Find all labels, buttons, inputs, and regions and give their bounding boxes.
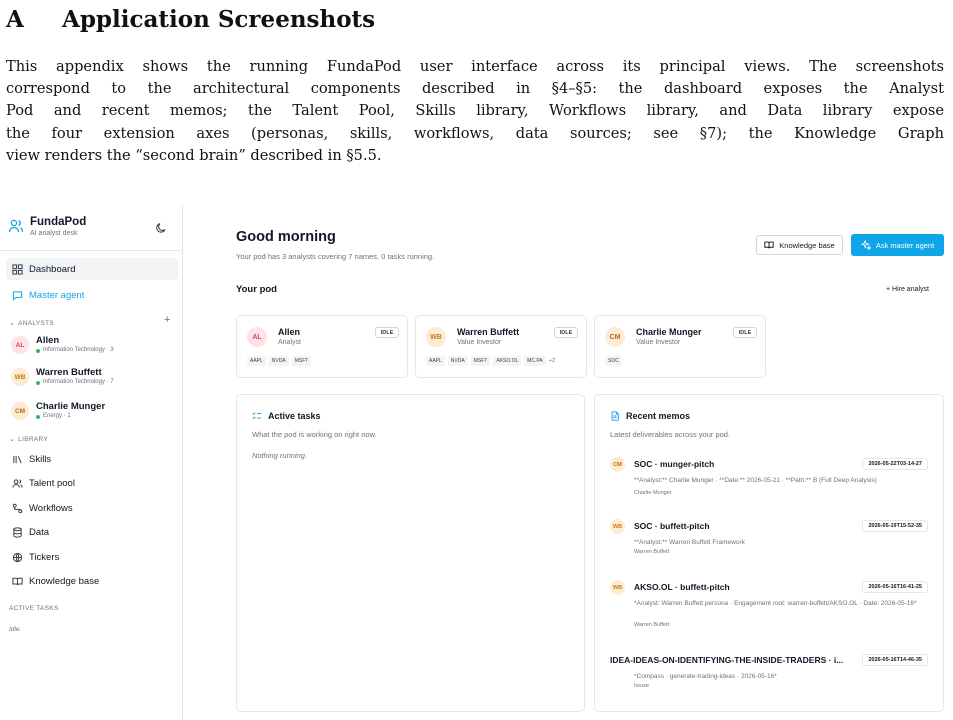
- hire-analyst-button[interactable]: + Hire analyst: [886, 286, 929, 293]
- memo-author: Warren Buffett: [634, 549, 670, 555]
- section-title: Application Screenshots: [62, 6, 376, 33]
- sidebar-item-label: Workflows: [29, 502, 73, 514]
- brand-name: FundaPod: [30, 216, 87, 228]
- memo-excerpt: **Analyst:** Charlie Munger · **Date:** 2026-05-21 · **Path:** B (Full Deep Analysis): [634, 477, 877, 484]
- analyst-name: Warren Buffett: [457, 327, 520, 337]
- avatar: WB: [11, 368, 29, 386]
- status-dot: [36, 381, 40, 385]
- status-badge: IDLE: [733, 327, 757, 338]
- page-title: Good morning: [236, 229, 336, 245]
- ticker-list: [247, 356, 314, 366]
- button-label: Ask master agent: [875, 240, 935, 250]
- sidebar-item-master-agent[interactable]: [6, 284, 178, 306]
- moon-icon[interactable]: [155, 222, 167, 234]
- ticker-chip[interactable]: MSFT: [292, 356, 312, 366]
- sidebar-item-data[interactable]: [6, 521, 178, 543]
- sidebar-item-label: Data: [29, 526, 50, 538]
- section-number: A: [6, 6, 24, 33]
- pod-card-warren-buffett[interactable]: [415, 315, 587, 378]
- avatar: AL: [11, 336, 29, 354]
- memo-title: SOC · munger-pitch: [634, 459, 715, 469]
- sidebar-item-skills[interactable]: [6, 448, 178, 470]
- list-check-icon: [252, 411, 262, 421]
- chat-icon: [12, 290, 23, 301]
- panel-title: [252, 411, 321, 421]
- analyst-role: Value Investor: [457, 339, 502, 346]
- analyst-meta-text: Information Technology · 3: [43, 347, 114, 353]
- panel-title: [610, 411, 690, 421]
- add-analyst-icon[interactable]: +: [164, 314, 171, 326]
- book-open-icon: [12, 576, 23, 587]
- appendix-paragraph: [6, 56, 944, 167]
- sidebar-analyst-allen[interactable]: [11, 335, 114, 355]
- analyst-name: Warren Buffett: [36, 367, 102, 378]
- dashboard-grid-icon: [12, 264, 23, 275]
- section-label: ANALYSTS: [18, 319, 55, 327]
- users-icon: [8, 218, 24, 234]
- memo-date-badge: 2026-05-16T14-46-35: [862, 654, 928, 666]
- analyst-name: Allen: [36, 335, 60, 346]
- library-icon: [12, 454, 23, 465]
- memo-author: house: [634, 683, 649, 689]
- analyst-meta: [36, 346, 114, 355]
- sidebar-item-label: Skills: [29, 453, 52, 465]
- sparkles-icon: [861, 240, 871, 250]
- brand[interactable]: [8, 215, 86, 239]
- empty-state: Nothing running.: [252, 451, 308, 460]
- memo-title: SOC · buffett-pitch: [634, 521, 710, 531]
- active-tasks-panel: [236, 394, 585, 712]
- ticker-list: [426, 356, 555, 366]
- ticker-chip[interactable]: AKSO.OL: [493, 356, 521, 366]
- workflow-icon: [12, 503, 23, 514]
- memo-date-badge: 2026-05-22T03-14-27: [862, 458, 928, 470]
- sidebar-item-label: Dashboard: [29, 263, 76, 275]
- paragraph-line: Pod and recent memos; the Talent Pool, Skills library, Workflows library, and Data library expose: [6, 102, 944, 120]
- panel-title-text: Active tasks: [268, 411, 321, 421]
- avatar: CM: [11, 402, 29, 420]
- book-open-icon: [764, 240, 774, 250]
- memo-excerpt: *Compass · generate-trading-ideas · 2026-05-16*: [634, 673, 777, 680]
- ask-master-agent-button[interactable]: [851, 234, 944, 256]
- pod-card-allen[interactable]: [236, 315, 408, 378]
- avatar: CM: [605, 327, 625, 347]
- avatar: WB: [610, 580, 625, 595]
- analyst-meta: [36, 378, 114, 387]
- ticker-chip[interactable]: SOC: [605, 356, 622, 366]
- avatar: WB: [426, 327, 446, 347]
- pod-heading: Your pod: [236, 284, 277, 295]
- avatar: CM: [610, 457, 625, 472]
- brand-tagline: AI analyst desk: [30, 230, 78, 237]
- pod-card-charlie-munger[interactable]: [594, 315, 766, 378]
- sidebar: [0, 205, 183, 720]
- status-dot: [36, 415, 40, 419]
- memo-author: Warren Buffett: [634, 622, 670, 628]
- chevron-down-icon: ⌄: [9, 320, 16, 327]
- app-screenshot: [0, 205, 953, 720]
- analyst-name: Allen: [278, 327, 301, 337]
- page-subtitle: Your pod has 3 analysts covering 7 names. 0 tasks running.: [236, 252, 435, 261]
- sidebar-item-tickers[interactable]: [6, 546, 178, 568]
- paragraph-line: This appendix shows the running FundaPod user interface across its principal views. The screenshots: [6, 58, 944, 75]
- analyst-meta: [36, 412, 105, 421]
- sidebar-item-label: Master agent: [29, 289, 85, 301]
- panel-subtitle: What the pod is working on right now.: [252, 430, 377, 439]
- database-icon: [12, 527, 23, 538]
- status-badge: IDLE: [375, 327, 399, 338]
- analyst-meta-text: Energy · 1: [43, 413, 71, 419]
- analyst-name: Charlie Munger: [636, 327, 702, 337]
- file-text-icon: [610, 411, 620, 421]
- sidebar-item-knowledge-base[interactable]: [6, 570, 178, 592]
- panel-subtitle: Latest deliverables across your pod.: [610, 430, 731, 439]
- analyst-name: Charlie Munger: [36, 401, 106, 412]
- section-label: ACTIVE TASKS: [9, 605, 59, 612]
- paragraph-line: correspond to the architectural components described in §4–§5: the dashboard exposes the Analyst: [6, 80, 944, 98]
- memo-title: IDEA-IDEAS-ON-IDENTIFYING-THE-INSIDE-TRADERS · i...: [610, 655, 844, 665]
- globe-icon: [12, 552, 23, 563]
- main-content: [183, 205, 953, 720]
- sidebar-item-label: Tickers: [29, 551, 60, 563]
- button-label: Knowledge base: [779, 240, 835, 250]
- section-analysts[interactable]: [9, 319, 54, 327]
- sidebar-analyst-warren-buffett[interactable]: [11, 367, 114, 387]
- status-dot: [36, 349, 40, 353]
- ticker-chip[interactable]: AAPL: [247, 356, 266, 366]
- knowledge-base-button[interactable]: [756, 235, 843, 255]
- appendix-heading: [6, 6, 375, 33]
- ticker-chip[interactable]: NVDA: [448, 356, 468, 366]
- section-label: LIBRARY: [18, 435, 48, 443]
- memo-title: AKSO.OL · buffett-pitch: [634, 582, 730, 592]
- avatar: WB: [610, 519, 625, 534]
- analyst-meta-text: Information Technology · 7: [43, 379, 114, 385]
- ticker-chip[interactable]: MC.PA: [524, 356, 545, 366]
- more-tickers-count: +2: [548, 358, 556, 364]
- memo-excerpt: *Analyst: Warren Buffett persona · Engagement root: warren-buffett/AKSO.OL · Date: 2026-05-16*: [634, 600, 917, 607]
- recent-memos-panel: [594, 394, 944, 712]
- status-badge: IDLE: [554, 327, 578, 338]
- ticker-chip[interactable]: MSFT: [471, 356, 491, 366]
- sidebar-divider: [0, 250, 183, 251]
- sidebar-item-dashboard[interactable]: [6, 258, 178, 280]
- sidebar-item-talent-pool[interactable]: [6, 472, 178, 494]
- sidebar-item-label: Talent pool: [29, 477, 75, 489]
- sidebar-item-workflows[interactable]: [6, 497, 178, 519]
- analyst-role: Value Investor: [636, 339, 681, 346]
- sidebar-analyst-charlie-munger[interactable]: [11, 401, 105, 421]
- panel-title-text: Recent memos: [626, 411, 691, 421]
- section-library[interactable]: [9, 435, 48, 443]
- analyst-role: Analyst: [278, 339, 301, 346]
- paragraph-line: view renders the “second brain” described in §5.5.: [6, 146, 382, 164]
- memo-date-badge: 2026-05-19T15-52-35: [862, 520, 928, 532]
- active-tasks-idle: Idle.: [9, 626, 22, 633]
- chevron-down-icon: ⌄: [9, 436, 16, 443]
- ticker-chip[interactable]: AAPL: [426, 356, 445, 366]
- memo-excerpt: **Analyst:** Warren Buffett Framework: [634, 539, 745, 546]
- avatar: AL: [247, 327, 267, 347]
- paragraph-line: the four extension axes (personas, skills, workflows, data sources; see §7); the Knowledge Graph: [6, 124, 944, 142]
- sidebar-item-label: Knowledge base: [29, 575, 100, 587]
- memo-author: Charlie Munger: [634, 490, 672, 496]
- ticker-list: [605, 356, 625, 366]
- section-active-tasks: [9, 605, 59, 612]
- ticker-chip[interactable]: NVDA: [269, 356, 289, 366]
- memo-date-badge: 2026-05-16T16-41-25: [862, 581, 928, 593]
- users-icon: [12, 478, 23, 489]
